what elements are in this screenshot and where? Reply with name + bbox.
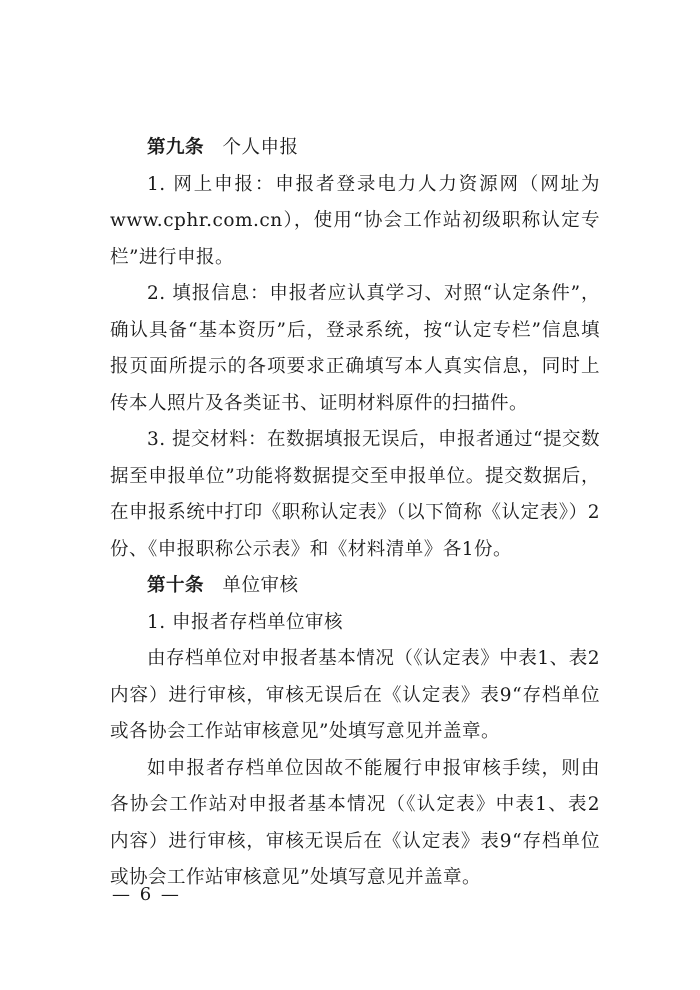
article-10-paragraph-2: 如申报者存档单位因故不能履行申报审核手续，则由各协会工作站对申报者基本情况（《认定表》中表1、表2内容）进行审核，审核无误后在《认定表》表9“存档单位或协会工作站审核意见”处填写意见并盖章。 [110, 757, 600, 888]
article-9-item-3: 3. 提交材料：在数据填报无误后，申报者通过“提交数据至申报单位”功能将数据提交至申报单位。提交数据后，在申报系统中打印《职称认定表》（以下简称《认定表》）2份、《申报职称公示表》和《材料清单》各1份。 [110, 429, 600, 560]
article-9-title: 个人申报 [222, 137, 299, 158]
article-10-number: 第十条 [147, 575, 205, 596]
article-10-heading [110, 568, 600, 605]
article-9-number: 第九条 [147, 137, 205, 158]
article-9-item-1: 1. 网上申报：申报者登录电力人力资源网（网址为www.cphr.com.cn），使用“协会工作站初级职称认定专栏”进行申报。 [110, 173, 600, 268]
document-body [110, 130, 600, 897]
page-number: — 6 — [112, 884, 181, 905]
article-9-heading [110, 130, 600, 167]
article-10-paragraph-1: 由存档单位对申报者基本情况（《认定表》中表1、表2内容）进行审核，审核无误后在《认定表》表9“存档单位或各协会工作站审核意见”处填写意见并盖章。 [110, 648, 600, 742]
article-10-title: 单位审核 [222, 575, 299, 596]
article-10-item-1: 1. 申报者存档单位审核 [147, 611, 344, 633]
article-9-item-2: 2. 填报信息：申报者应认真学习、对照“认定条件”，确认具备“基本资历”后，登录系统，按“认定专栏”信息填报页面所提示的各项要求正确填写本人真实信息，同时上传本人照片及各类证书、证明材料原件的扫描件。 [110, 283, 600, 414]
